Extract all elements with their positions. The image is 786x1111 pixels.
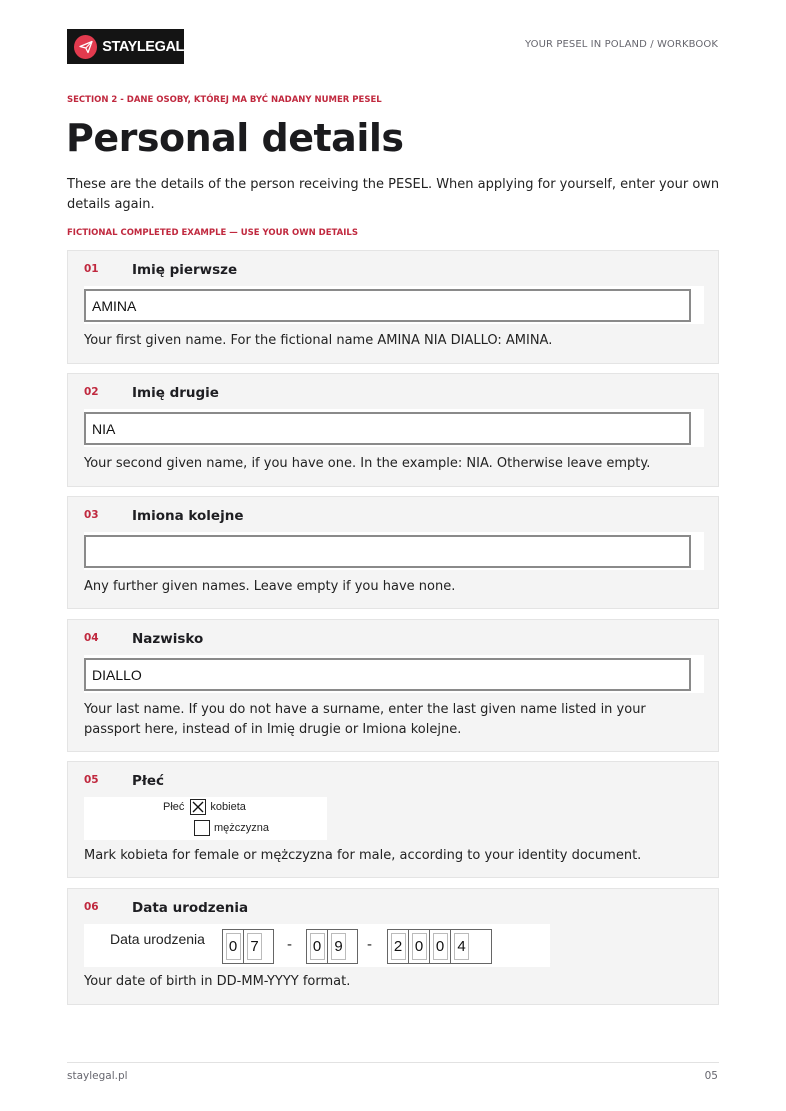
surname-field[interactable]: DIALLO (84, 658, 691, 691)
field-card-further-names (67, 496, 719, 609)
field-description: Mark kobieta for female or mężczyzna for male, according to your identity document. (84, 848, 642, 863)
sex-form-label: Płeć (163, 801, 185, 813)
paper-plane-icon (74, 35, 97, 59)
form-snippet (84, 797, 327, 840)
field-number: 05 (84, 774, 99, 786)
field-description: Your date of birth in DD-MM-YYYY format. (84, 974, 351, 989)
dob-year[interactable] (387, 929, 492, 964)
field-description: Your last name. If you do not have a surname, enter the last given name listed in your passport here, instead of in Imię drugie or Imiona kolejne. (84, 702, 646, 737)
field-label: Płeć (132, 773, 165, 789)
date-separator: - (287, 936, 292, 953)
field-description: Your first given name. For the fictional name AMINA NIA DIALLO: AMINA. (84, 333, 553, 348)
dob-month[interactable] (306, 929, 358, 964)
first-name-field[interactable]: AMINA (84, 289, 691, 322)
dob-year-digit: 2 (388, 930, 409, 963)
field-label: Nazwisko (132, 631, 204, 647)
dob-year-digit: 0 (430, 930, 451, 963)
field-number: 03 (84, 509, 99, 521)
second-name-field[interactable]: NIA (84, 412, 691, 445)
option-female-label: kobieta (210, 801, 246, 813)
example-note: FICTIONAL COMPLETED EXAMPLE — USE YOUR OWN DETAILS (67, 228, 358, 238)
dob-month-digit: 9 (328, 930, 349, 963)
field-description: Any further given names. Leave empty if you have none. (84, 579, 456, 594)
field-number: 06 (84, 901, 99, 913)
checkbox-female[interactable] (190, 799, 206, 815)
form-snippet (84, 286, 704, 324)
form-snippet (84, 655, 704, 693)
field-label: Imię pierwsze (132, 262, 238, 278)
intro-text: These are the details of the person receiving the PESEL. When applying for yourself, enter your own details again. (67, 177, 720, 212)
field-number: 04 (84, 632, 99, 644)
option-male-label: mężczyzna (214, 822, 270, 834)
field-card-first-name (67, 250, 719, 364)
dob-year-digit: 0 (409, 930, 430, 963)
dob-day-digit: 7 (244, 930, 265, 963)
page-number: 05 (704, 1070, 718, 1082)
dob-day-digit: 0 (223, 930, 244, 963)
dob-form-label: Data urodzenia (110, 931, 205, 947)
field-label: Data urodzenia (132, 900, 249, 916)
dob-year-digit: 4 (451, 930, 472, 963)
field-label: Imiona kolejne (132, 508, 244, 524)
dob-day[interactable] (222, 929, 274, 964)
form-snippet (84, 924, 550, 967)
header-breadcrumb: YOUR PESEL IN POLAND / WORKBOOK (524, 39, 718, 50)
field-description: Your second given name, if you have one. In the example: NIA. Otherwise leave empty. (84, 456, 651, 471)
footer-site[interactable]: staylegal.pl (67, 1070, 128, 1082)
page-title: Personal details (66, 116, 404, 160)
field-card-surname (67, 619, 719, 752)
field-card-second-name (67, 373, 719, 487)
checkbox-male[interactable] (194, 820, 210, 836)
dob-month-digit: 0 (307, 930, 328, 963)
x-mark-icon (190, 799, 206, 815)
form-snippet (84, 409, 704, 447)
footer-divider (67, 1062, 719, 1063)
field-number: 02 (84, 386, 99, 398)
field-label: Imię drugie (132, 385, 219, 401)
field-card-date-of-birth (67, 888, 719, 1005)
section-kicker: SECTION 2 - DANE OSOBY, KTÓREJ MA BYĆ NADANY NUMER PESEL (67, 95, 382, 105)
field-number: 01 (84, 263, 99, 275)
date-separator: - (367, 936, 372, 953)
staylegal-logo (67, 29, 184, 64)
form-snippet (84, 532, 704, 570)
logo-text: STAYLEGAL (102, 38, 184, 55)
field-card-sex (67, 761, 719, 878)
further-names-field[interactable] (84, 535, 691, 568)
